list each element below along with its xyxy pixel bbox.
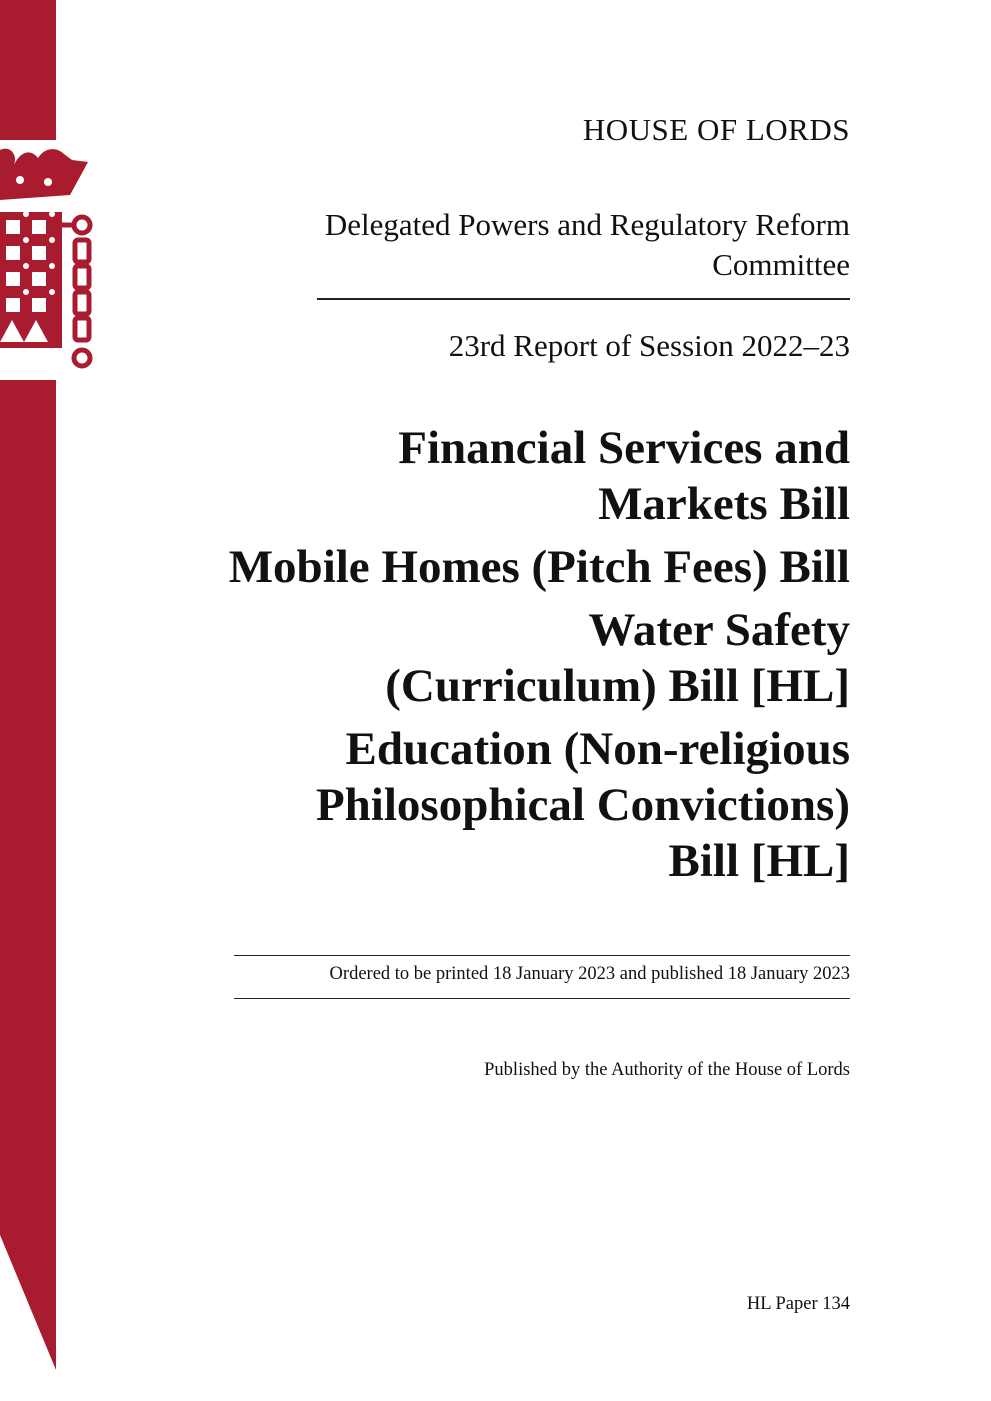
bill-title-financial-services [90,420,850,532]
bill-title-water-safety [90,602,850,714]
title-line: Philosophical Convictions) [315,779,850,831]
divider [234,998,850,999]
house-name: HOUSE OF LORDS [582,112,850,147]
bill-title-education [90,721,850,889]
committee-name [210,205,850,285]
title-line: Water Safety [588,604,850,656]
bill-title-mobile-homes [90,539,850,595]
title-line: Education (Non-religious [345,723,850,775]
title-line: Bill [HL] [668,835,850,887]
session-label: 23rd Report of Session 2022–23 [448,328,850,363]
title-line: Mobile Homes (Pitch Fees) Bill [228,541,850,593]
divider [317,298,850,300]
divider [234,955,850,956]
published-by: Published by the Authority of the House of Lords [484,1060,850,1080]
title-line: (Curriculum) Bill [HL] [385,660,850,712]
committee-line-2: Committee [712,247,850,282]
paper-number: HL Paper 134 [746,1294,850,1314]
ordered-printed-date: Ordered to be printed 18 January 2023 and published 18 January 2023 [329,964,850,984]
title-line: Financial Services and [398,422,850,474]
portcullis-crown-icon [0,140,100,380]
bill-titles [90,420,850,896]
committee-line-1: Delegated Powers and Regulatory Reform [324,207,850,242]
title-line: Markets Bill [598,478,850,530]
